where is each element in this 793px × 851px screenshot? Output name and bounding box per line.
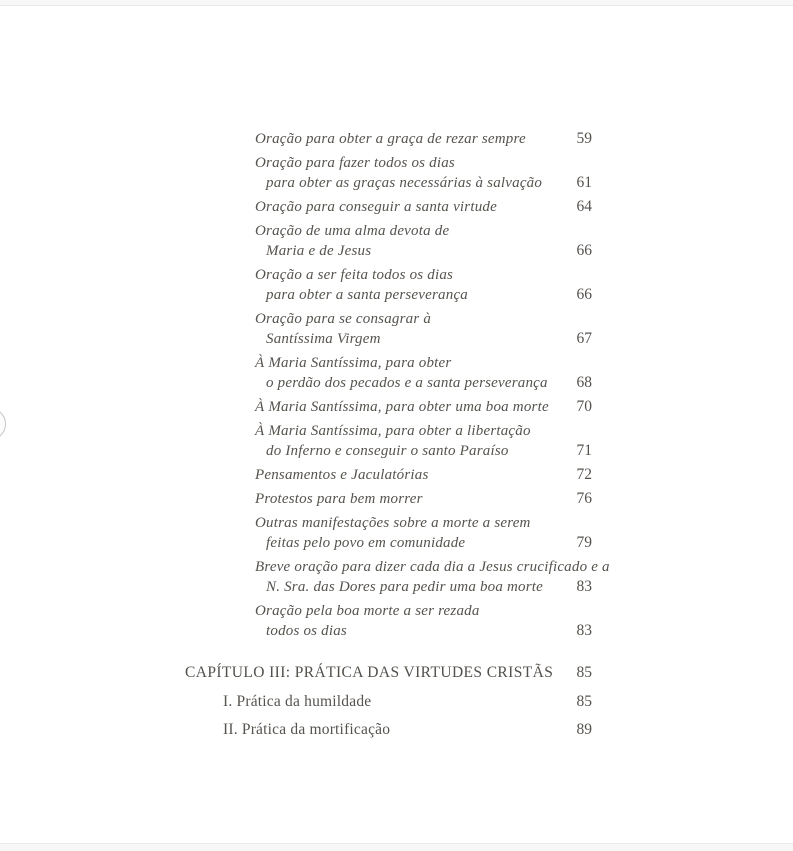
toc-entry-page-number: 79 — [576, 534, 592, 551]
chapter-heading-page: 85 — [576, 664, 592, 681]
toc-entry[interactable] — [255, 353, 592, 393]
toc-entry-title-line: N. Sra. das Dores para pedir uma boa morte — [266, 579, 544, 595]
toc-entry-title — [255, 153, 592, 193]
toc-entry-page-number: 61 — [576, 174, 592, 191]
prev-page-button[interactable] — [0, 408, 6, 440]
toc-entry-title — [255, 421, 592, 461]
toc-entry-page-number: 67 — [576, 330, 592, 347]
toc-entry-title-line: Oração a ser feita todos os dias — [255, 267, 454, 283]
toc-entry-title-line: Pensamentos e Jaculatórias — [255, 467, 429, 483]
toc-entry-title-line: Protestos para bem morrer — [255, 491, 423, 507]
toc-entry-title-line: Oração pela boa morte a ser rezada — [255, 603, 480, 619]
toc-entry[interactable] — [255, 465, 592, 485]
chapter-item-label: I. Prática da humildade — [223, 693, 372, 710]
toc-entry-page-number: 70 — [576, 398, 592, 415]
toc-list — [255, 129, 610, 641]
toc-entry-title — [255, 265, 592, 305]
toc-entry[interactable] — [255, 397, 592, 417]
toc-entry-page-number: 68 — [576, 374, 592, 391]
bottom-chrome-strip — [0, 843, 793, 851]
toc-entry[interactable] — [255, 265, 592, 305]
chapter-item-page-number: 85 — [576, 693, 592, 710]
chapter-item-label: II. Prática da mortificação — [223, 721, 391, 738]
toc-entry-title-line: o perdão dos pecados e a santa perseverança — [266, 375, 548, 391]
toc-entry-title — [255, 309, 592, 349]
toc-entry-title — [255, 397, 592, 417]
toc-entry-title-line: À Maria Santíssima, para obter a libertação — [255, 423, 531, 439]
toc-entry[interactable] — [255, 489, 592, 509]
toc-entry-title-line: Maria e de Jesus — [266, 243, 372, 259]
toc-entry-title-line: À Maria Santíssima, para obter — [255, 355, 452, 371]
toc-entry-title — [255, 489, 592, 509]
toc-entry-title — [255, 601, 592, 641]
chapter-heading-row — [185, 662, 592, 683]
toc-entry-title-line: do Inferno e conseguir o santo Paraíso — [266, 443, 509, 459]
toc-entry-title-line: Oração para fazer todos os dias — [255, 155, 455, 171]
toc-entry[interactable] — [255, 153, 592, 193]
toc-entry-title-line: Outras manifestações sobre a morte a serem — [255, 515, 531, 531]
toc-entry-title-line: Oração para conseguir a santa virtude — [255, 199, 497, 215]
toc-entry-title-line: feitas pelo povo em comunidade — [266, 535, 466, 551]
toc-entry[interactable] — [255, 309, 592, 349]
toc-entry-page-number: 59 — [576, 130, 592, 147]
toc-entry[interactable] — [255, 197, 592, 217]
toc-entry[interactable] — [255, 221, 592, 261]
chapter-items — [185, 692, 592, 740]
chapter-heading: CAPÍTULO III: PRÁTICA DAS VIRTUDES CRISTÃS — [185, 664, 554, 681]
toc-entry-title — [255, 221, 592, 261]
toc-entry-title-line: À Maria Santíssima, para obter uma boa morte — [255, 399, 549, 415]
toc-entry-title-line: Oração de uma alma devota de — [255, 223, 450, 239]
toc-entry-page-number: 83 — [576, 622, 592, 639]
toc-entry-page-number: 66 — [576, 286, 592, 303]
toc-entry-title-line: para obter as graças necessárias à salvação — [266, 175, 543, 191]
toc-entry-title — [255, 465, 592, 485]
toc-entry-page-number: 71 — [576, 442, 592, 459]
toc-entry-title — [255, 129, 592, 149]
toc-entry-title-line: Santíssima Virgem — [266, 331, 381, 347]
toc-entry-page-number: 66 — [576, 242, 592, 259]
toc-entry-title-line: Oração para se consagrar à — [255, 311, 432, 327]
table-of-contents — [185, 129, 610, 748]
chapter-item-page-number: 89 — [576, 721, 592, 738]
chapter-block — [185, 662, 592, 740]
toc-entry-page-number: 64 — [576, 198, 592, 215]
toc-entry-page-number: 76 — [576, 490, 592, 507]
toc-entry[interactable] — [255, 557, 610, 597]
toc-entry[interactable] — [255, 513, 592, 553]
toc-entry-title-line: Breve oração para dizer cada dia a Jesus crucificado e a — [255, 559, 610, 575]
toc-entry[interactable] — [255, 421, 592, 461]
toc-entry-title — [255, 513, 592, 553]
top-chrome-strip — [0, 0, 793, 6]
chapter-item[interactable] — [185, 692, 592, 712]
toc-entry-title-line: todos os dias — [266, 623, 347, 639]
toc-entry-page-number: 83 — [576, 578, 592, 595]
chapter-item[interactable] — [185, 720, 592, 740]
toc-entry[interactable] — [255, 601, 592, 641]
toc-entry-title — [255, 557, 610, 597]
toc-entry-title-line: para obter a santa perseverança — [266, 287, 469, 303]
toc-entry-title — [255, 353, 592, 393]
toc-entry-title — [255, 197, 592, 217]
toc-entry-title-line: Oração para obter a graça de rezar sempre — [255, 131, 526, 147]
toc-entry[interactable] — [255, 129, 592, 149]
toc-entry-page-number: 72 — [576, 466, 592, 483]
